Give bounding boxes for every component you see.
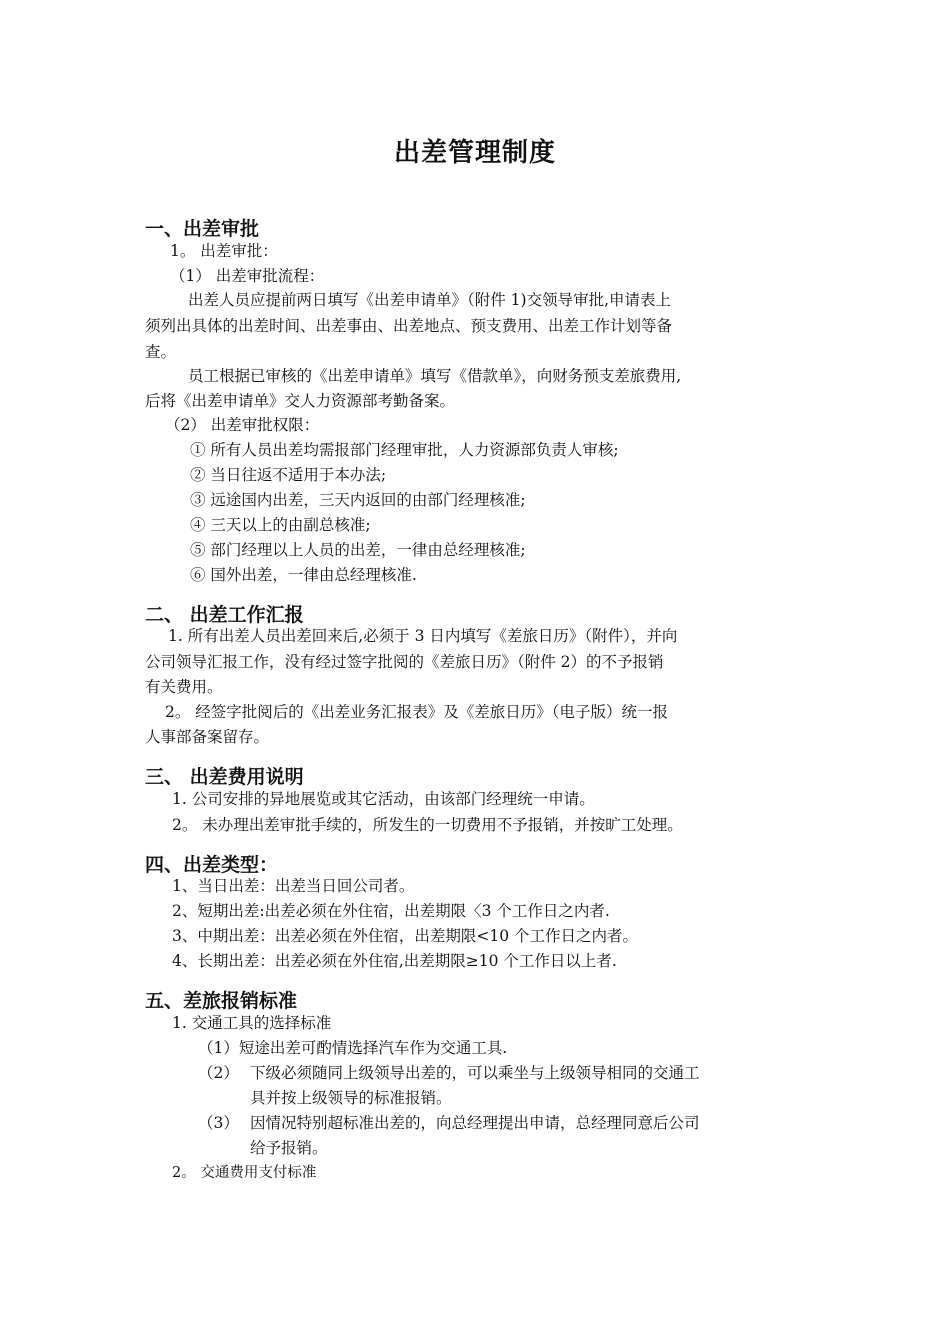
list-item: 1. 公司安排的异地展览或其它活动，由该部门经理统一申请。 bbox=[172, 790, 595, 808]
paragraph-line: 2。 经签字批阅后的《出差业务汇报表》及《差旅日历》（电子版）统一报 bbox=[165, 703, 669, 721]
paragraph-line: 人事部备案留存。 bbox=[145, 728, 270, 746]
section-heading-types: 四、出差类型： bbox=[145, 854, 279, 876]
list-item: 因情况特别超标准出差的，向总经理提出申请，总经理同意后公司 bbox=[250, 1114, 700, 1132]
paragraph-line: 公司领导汇报工作，没有经过签字批阅的《差旅日历》（附件 2）的不予报销 bbox=[145, 653, 664, 671]
paragraph-line: 1. 所有出差人员出差回来后,必须于 3 日内填写《差旅日历》（附件），并向 bbox=[168, 627, 678, 645]
section-heading-report: 二、 出差工作汇报 bbox=[145, 604, 304, 626]
subsection-label: 1。 出差审批： bbox=[170, 242, 278, 260]
document-title: 出差管理制度 bbox=[393, 138, 556, 168]
section-heading-approval: 一、出差审批 bbox=[145, 218, 260, 240]
subsection-label: 2。 交通费用支付标准 bbox=[172, 1165, 317, 1181]
subsection-label: （2） 出差审批权限： bbox=[165, 416, 320, 434]
section-heading-expenses: 三、 出差费用说明 bbox=[145, 766, 304, 788]
list-item: 给予报销。 bbox=[250, 1139, 328, 1157]
list-item: 4、长期出差：出差必须在外住宿,出差期限≥10 个工作日以上者. bbox=[172, 952, 617, 970]
list-item: 2。 未办理出差审批手续的，所发生的一切费用不予报销，并按旷工处理。 bbox=[172, 816, 683, 834]
subsection-label: （1） 出差审批流程： bbox=[170, 267, 325, 285]
list-item: 具并按上级领导的标准报销。 bbox=[250, 1089, 452, 1107]
paragraph-line: 后将《出差申请单》交人力资源部考勤备案。 bbox=[145, 392, 456, 410]
subsection-label: 1. 交通工具的选择标准 bbox=[172, 1014, 332, 1032]
paragraph-line: 员工根据已审核的《出差申请单》填写《借款单》，向财务预支差旅费用, bbox=[188, 367, 682, 385]
paragraph-line: 有关费用。 bbox=[145, 678, 223, 696]
paragraph-line: 查。 bbox=[145, 343, 177, 361]
list-item: ⑥ 国外出差，一律由总经理核准. bbox=[190, 566, 417, 584]
list-item: （1）短途出差可酌情选择汽车作为交通工具. bbox=[198, 1039, 508, 1057]
list-item: ③ 远途国内出差，三天内返回的由部门经理核准; bbox=[190, 491, 526, 509]
section-heading-reimbursement: 五、差旅报销标准 bbox=[145, 990, 298, 1012]
list-item: ④ 三天以上的由副总核准; bbox=[190, 516, 371, 534]
list-item: ② 当日往返不适用于本办法; bbox=[190, 466, 387, 484]
list-item: 2、短期出差:出差必须在外住宿，出差期限〈3 个工作日之内者. bbox=[172, 902, 610, 920]
list-item: 3、中期出差：出差必须在外住宿，出差期限<10 个工作日之内者。 bbox=[172, 927, 639, 945]
list-item: 1、当日出差：出差当日回公司者。 bbox=[172, 877, 415, 895]
list-item: 下级必须随同上级领导出差的，可以乘坐与上级领导相同的交通工 bbox=[250, 1064, 700, 1082]
paragraph-line: 须列出具体的出差时间、出差事由、出差地点、预支费用、出差工作计划等备 bbox=[145, 317, 673, 335]
list-item-number: （2） bbox=[198, 1064, 239, 1082]
list-item: ① 所有人员出差均需报部门经理审批，人力资源部负责人审核; bbox=[190, 441, 619, 459]
paragraph-line: 出差人员应提前两日填写《出差申请单》（附件 1)交领导审批,申请表上 bbox=[188, 291, 672, 309]
list-item: ⑤ 部门经理以上人员的出差，一律由总经理核准; bbox=[190, 541, 526, 559]
list-item-number: （3） bbox=[198, 1114, 239, 1132]
